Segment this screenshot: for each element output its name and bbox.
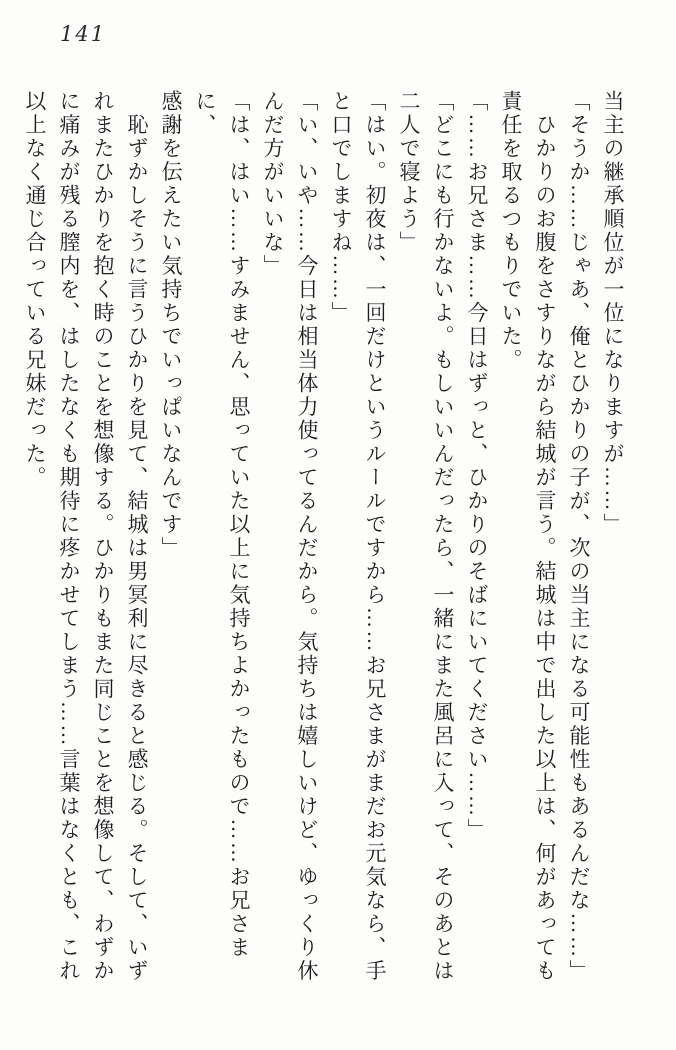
text-line: 恥ずかしそうに言うひかりを見て、結城は男冥利に尽きると感じる。そして、いず [125, 90, 149, 983]
text-line: れまたひかりを抱く時のことを想像する。ひかりもまた同じことを想像して、わずか [91, 90, 115, 983]
text-line: 「どこにも行かないよ。もしいいんだったら、一緒にまた風呂に入って、そのあとは [431, 90, 455, 983]
text-line: 二人で寝よう」 [397, 90, 421, 255]
text-line: 当主の継承順位が一位になりますが……」 [601, 90, 625, 537]
text-line: 「……お兄さま……今日はずっと、ひかりのそばにいてください……」 [465, 90, 489, 842]
text-body [18, 90, 630, 990]
text-line: 「い、いや……今日は相当体力使ってるんだから。気持ちは嬉しいけど、ゆっくり休 [295, 90, 319, 983]
text-line: に痛みが残る膣内を、はしたなくも期待に疼かせてしまう……言葉はなくとも、これ [57, 90, 81, 983]
text-line: 感謝を伝えたい気持ちでいっぱいなんです」 [159, 90, 183, 560]
text-line: んだ方がいいな」 [261, 90, 285, 278]
text-line: と口でしますね……」 [329, 90, 353, 325]
text-line: ひかりのお腹をさすりながら結城が言う。結城は中で出した以上は、何があっても [533, 90, 557, 983]
text-line: 以上なく通じ合っている兄妹だった。 [23, 90, 47, 490]
text-line: 責任を取るつもりでいた。 [499, 90, 523, 372]
page-number: 141 [60, 22, 107, 46]
text-line: 「は、はい……すみません、思っていた以上に気持ちよかったもので……お兄さまに、 [193, 90, 251, 960]
text-line: 「はい。初夜は、一回だけというルールですから……お兄さまがまだお元気なら、手 [363, 90, 387, 983]
text-line: 「そうか……じゃあ、俺とひかりの子が、次の当主になる可能性もあるんだな……」 [567, 90, 591, 983]
